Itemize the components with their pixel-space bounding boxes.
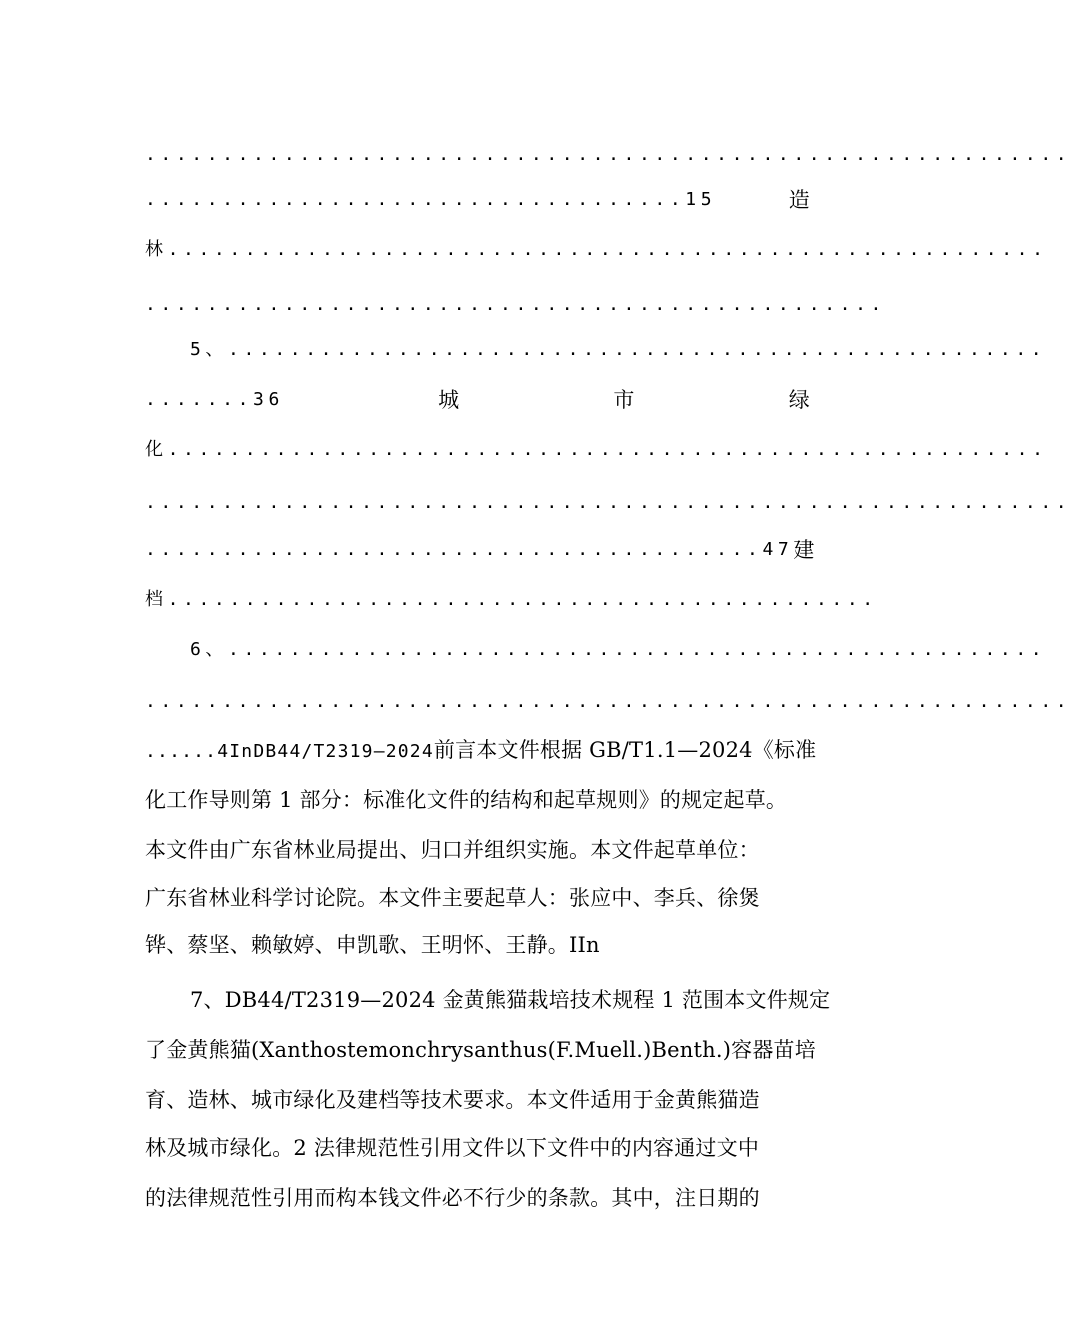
toc-dot-leader-line: ................................................ [145,294,886,315]
toc-dot-leader-line: ............................................................ [145,691,1071,712]
toc-entry-char: 建 [793,538,815,562]
foreword-text-line: 广东省林业科学讨论院。本文件主要起草人：张应中、李兵、徐煲 [145,886,760,910]
toc-dot-leader-with-page: ...................................15 [145,189,717,210]
toc-entry-line [145,530,815,570]
section-text-line: 7、DB44/T2319—2024 金黄熊猫栽培技术规程 1 范围本文件规定 [190,988,831,1012]
toc-entry-line: 林......................................................... [145,239,1048,260]
section-text-line: 林及城市绿化。2 法律规范性引用文件以下文件中的内容通过文中 [145,1136,760,1160]
section-text-line: 的法律规范性引用而构本钱文件必不行少的条款。其中，注日期的 [145,1186,760,1210]
toc-entry-char: 市 [613,388,635,412]
section-text-line: 育、造林、城市绿化及建档等技术要求。本文件适用于金黄熊猫造 [145,1088,760,1112]
foreword-text-line: 本文件由广东省林业局提出、归口并组织实施。本文件起草单位： [145,838,760,862]
toc-dot-leader-line: ............................................................ [145,492,1071,513]
toc-entry-char: 城 [438,388,460,412]
toc-numbered-entry: 5、..................................................... [190,339,1047,360]
toc-final-entry [145,730,817,770]
section-text-line: 了金黄熊猫(Xanthostemonchrysanthus(F.Muell.)Benth.)容器苗培 [145,1038,816,1062]
foreword-intro-text: 前言本文件根据 GB/T1.1—2024《标准 [433,738,817,762]
toc-entry-line: 档.............................................. [145,589,878,610]
toc-dot-leader-with-page: .......36 [145,389,284,410]
toc-numbered-entry: 6、..................................................... [190,639,1047,660]
toc-entry-char: 造 [788,188,810,212]
foreword-text-line: 化工作导则第 1 部分：标准化文件的结构和起草规则》的规定起草。 [145,788,788,812]
toc-entry-char: 绿 [788,388,810,412]
foreword-text-line: 铧、蔡坚、赖敏婷、申凯歌、王明怀、王静。IIn [145,933,600,957]
toc-dot-leader-with-page: ........................................47 [145,539,794,560]
toc-entry-line: 化......................................................... [145,439,1048,460]
toc-dot-leader-line: ............................................................ [145,144,1071,165]
toc-dot-leader-with-code: ......4InDB44/T2319—2024 [145,741,434,762]
toc-entry-line [145,180,810,220]
toc-entry-line [145,380,810,420]
